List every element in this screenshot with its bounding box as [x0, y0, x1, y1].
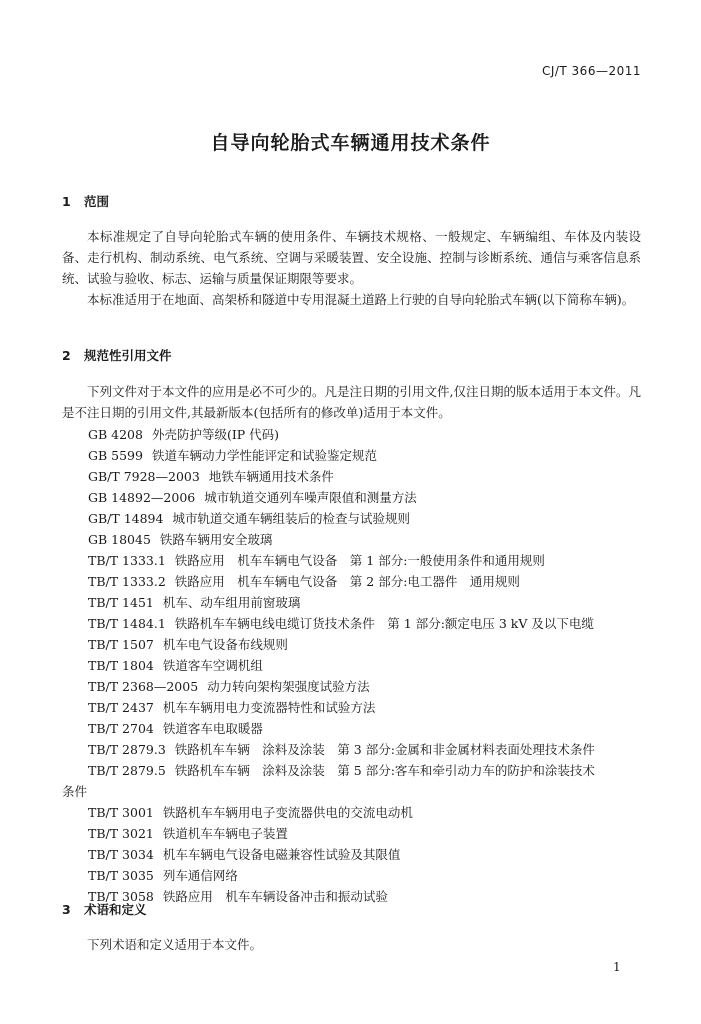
reference-title: 铁路机车车辆用电子变流器供电的交流电动机	[162, 805, 413, 820]
document-code: CJ/T 366—2011	[541, 64, 641, 78]
section-heading-2	[62, 346, 172, 364]
reference-item	[88, 677, 370, 695]
reference-item	[88, 551, 545, 569]
reference-code: TB/T 3021	[88, 826, 154, 841]
reference-code: TB/T 2879.5	[88, 763, 166, 778]
reference-title: 铁路应用 机车车辆设备冲击和振动试验	[162, 889, 388, 904]
page-number: 1	[613, 960, 621, 974]
reference-code: GB 18045	[88, 532, 151, 547]
reference-item	[88, 446, 377, 464]
section-title: 术语和定义	[84, 902, 147, 917]
reference-title: 城市轨道交通车辆组装后的检查与试验规则	[172, 511, 410, 526]
reference-code: GB/T 14894	[88, 511, 164, 526]
reference-code: TB/T 3034	[88, 847, 154, 862]
reference-code: GB 14892—2006	[88, 490, 196, 505]
reference-item	[88, 803, 413, 821]
reference-item	[88, 614, 594, 632]
reference-code: GB 5599	[88, 448, 143, 463]
reference-title: 铁路机车车辆 涂料及涂装 第 5 部分:客车和牵引动力车的防护和涂装技术	[174, 763, 595, 778]
terms-intro-paragraph: 下列术语和定义适用于本文件。	[87, 937, 263, 952]
reference-title: 铁路机车车辆电线电缆订货技术条件 第 1 部分:额定电压 3 kV 及以下电缆	[174, 616, 594, 631]
reference-title: 铁路车辆用安全玻璃	[159, 532, 273, 547]
section-number: 1	[62, 194, 71, 209]
section-heading-1	[62, 192, 109, 210]
reference-item	[88, 530, 272, 548]
reference-title: 机车车辆用电力变流器特性和试验方法	[162, 700, 376, 715]
section-heading-3	[62, 900, 147, 918]
reference-code: GB/T 7928—2003	[88, 469, 200, 484]
reference-title: 铁道客车空调机组	[162, 658, 263, 673]
reference-title: 动力转向架构架强度试验方法	[207, 679, 370, 694]
reference-item	[88, 845, 400, 863]
reference-item	[88, 509, 410, 527]
reference-code: TB/T 1507	[88, 637, 154, 652]
reference-code: TB/T 3001	[88, 805, 154, 820]
reference-item	[88, 656, 263, 674]
reference-title: 铁道客车电取暖器	[162, 721, 263, 736]
reference-title: 机车、动车组用前窗玻璃	[162, 595, 301, 610]
reference-item	[88, 824, 288, 842]
reference-code: TB/T 1333.1	[88, 553, 166, 568]
reference-code: TB/T 1484.1	[88, 616, 166, 631]
reference-continuation: 条件	[62, 784, 88, 799]
reference-item	[88, 866, 238, 884]
reference-code: TB/T 2437	[88, 700, 154, 715]
scope-paragraph-1: 本标准规定了自导向轮胎式车辆的使用条件、车辆技术规格、一般规定、车辆编组、车体及内装设备、走行机构、制动系统、电气系统、空调与采暖装置、安全设施、控制与诊断系统、通信与乘客信息系统、试验与验收、标志、运输与质量保证期限等要求。	[62, 229, 641, 286]
reference-item	[88, 572, 520, 590]
reference-item	[88, 719, 263, 737]
reference-title: 铁道机车车辆电子装置	[162, 826, 288, 841]
reference-title: 地铁车辆通用技术条件	[208, 469, 334, 484]
reference-code: TB/T 1804	[88, 658, 154, 673]
reference-item	[88, 635, 288, 653]
reference-title: 铁路应用 机车车辆电气设备 第 1 部分:一般使用条件和通用规则	[174, 553, 545, 568]
reference-code: TB/T 3058	[88, 889, 154, 904]
reference-title: 列车通信网络	[162, 868, 238, 883]
reference-code: GB 4208	[88, 427, 143, 442]
reference-code: TB/T 3035	[88, 868, 154, 883]
scope-paragraph-2: 本标准适用于在地面、高架桥和隧道中专用混凝土道路上行驶的自导向轮胎式车辆(以下简称车辆)。	[87, 292, 635, 307]
section-number: 3	[62, 902, 71, 917]
reference-title: 机车电气设备布线规则	[162, 637, 288, 652]
reference-item	[88, 425, 279, 443]
reference-code: TB/T 2704	[88, 721, 154, 736]
reference-code: TB/T 2368—2005	[88, 679, 199, 694]
section-title: 规范性引用文件	[84, 348, 172, 363]
reference-code: TB/T 1451	[88, 595, 154, 610]
reference-item	[88, 761, 595, 779]
normative-intro-paragraph: 下列文件对于本文件的应用是必不可少的。凡是注日期的引用文件,仅注日期的版本适用于本文件。凡是不注日期的引用文件,其最新版本(包括所有的修改单)适用于本文件。	[62, 384, 641, 420]
reference-title: 外壳防护等级(IP 代码)	[151, 427, 280, 442]
section-number: 2	[62, 348, 71, 363]
reference-code: TB/T 2879.3	[88, 742, 166, 757]
reference-item	[88, 593, 300, 611]
reference-item	[88, 740, 595, 758]
reference-title: 机车车辆电气设备电磁兼容性试验及其限值	[162, 847, 401, 862]
section-title: 范围	[84, 194, 110, 209]
reference-item	[88, 467, 334, 485]
reference-item	[88, 488, 417, 506]
reference-title: 铁路应用 机车车辆电气设备 第 2 部分:电工器件 通用规则	[174, 574, 520, 589]
reference-item	[88, 698, 375, 716]
reference-title: 铁道车辆动力学性能评定和试验鉴定规范	[151, 448, 377, 463]
reference-title: 铁路机车车辆 涂料及涂装 第 3 部分:金属和非金属材料表面处理技术条件	[174, 742, 595, 757]
reference-code: TB/T 1333.2	[88, 574, 166, 589]
reference-title: 城市轨道交通列车噪声限值和测量方法	[204, 490, 417, 505]
page-title: 自导向轮胎式车辆通用技术条件	[210, 132, 491, 154]
